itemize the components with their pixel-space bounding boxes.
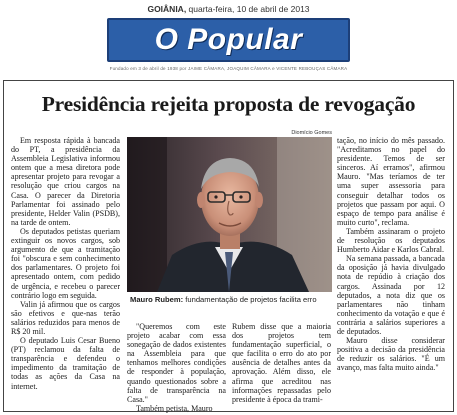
article-column-middle-2 xyxy=(232,322,331,408)
paragraph: Em resposta rápida à bancada do PT, a presidência da Assembleia Legislativa informou ontem que a mesa diretora pode apresentar projeto para revogar a resolução que criou cargos na Casa. O parecer da Diretoria Parlamentar foi assinado pelo presidente, Helder Valin (PSDB), na tarde de ontem. xyxy=(11,136,120,227)
paragraph: O deputado Luis Cesar Bueno (PT) reclamou da falta de transparência e defendeu o impedimento da tramitação de todas as ações da Casa na internet. xyxy=(11,336,120,391)
paragraph: Rubem disse que a maioria dos projetos tem fundamentação superficial, o que facilita o erro do ato por ausência de detalhes antes da aprovação. Além disso, ele afirma que acreditou nas informações repassadas pelo presidente à época da trami- xyxy=(232,322,331,404)
paragraph: Na semana passada, a bancada da oposição já havia divulgado nota de repúdio à criação dos cargos. Assinada por 12 deputados, a nota diz que os parlamentares não tinham conhecimento da votação e que é contrária a salários superiores a de deputados. xyxy=(337,254,445,336)
dateline-city: GOIÂNIA, xyxy=(147,4,187,14)
article-column-right xyxy=(337,136,445,408)
photo-caption xyxy=(127,295,332,304)
photo-credit: Diomício Gomes xyxy=(291,130,332,136)
dateline xyxy=(0,4,457,14)
portrait-illustration xyxy=(127,137,332,292)
dateline-date: quarta-feira, 10 de abril de 2013 xyxy=(186,4,310,14)
article-column-middle-1 xyxy=(127,322,226,413)
paragraph: Também petista, Mauro xyxy=(136,403,213,413)
paragraph: tação, no início do mês passado. "Acreditamos no papel do presidente. Temos de ser sinceros. Aí erramos", afirmou Mauro. "Mas teríamos de ter uma super assessoria para conseguir detalhar todos os projetos que passam por aqui. O espaço de tempo para análise é muito curto", reclama. xyxy=(337,136,445,227)
paragraph: Mauro disse considerar positiva a decisão da presidência de reduzir os salários. "É um avanço, mas falta muito ainda." xyxy=(337,336,445,373)
caption-text: fundamentação de projetos facilita erro xyxy=(183,295,317,304)
paragraph: "Queremos com este projeto acabar com essa sonegação de dados existentes na Assembleia para que tenhamos melhores condições de responder à população, quando questionados sobre a falta de transparência na Casa." xyxy=(127,322,226,404)
newspaper-masthead xyxy=(107,18,350,62)
caption-name: Mauro Rubem: xyxy=(130,295,184,304)
paragraph: Os deputados petistas queriam extinguir os novos cargos, sob argumento de que a tramitação foi "obscura e sem conhecimento dos parlamentares. O projeto foi apresentado ontem, com pedido de urgência, e recebeu o parecer contrário logo em seguida. xyxy=(11,226,120,300)
masthead-subcaption: Fundado em 3 de abril de 1938 por JAIME CÂMARA, JOAQUIM CÂMARA e VICENTE REBOUÇAS CÂMARA xyxy=(109,66,348,71)
newspaper-name: O Popular xyxy=(154,23,303,56)
article-photo xyxy=(127,137,332,292)
article-column-left xyxy=(11,136,120,408)
paragraph: Valin já afirmou que os cargos são efetivos e que-nas terão salários reduzidos para menos de R$ 20 mil. xyxy=(11,299,120,336)
article-headline: Presidência rejeita proposta de revogação xyxy=(41,92,416,116)
paragraph: Também assinaram o projeto de resolução os deputados Humberto Aidar e Karlos Cabral. xyxy=(337,226,445,255)
